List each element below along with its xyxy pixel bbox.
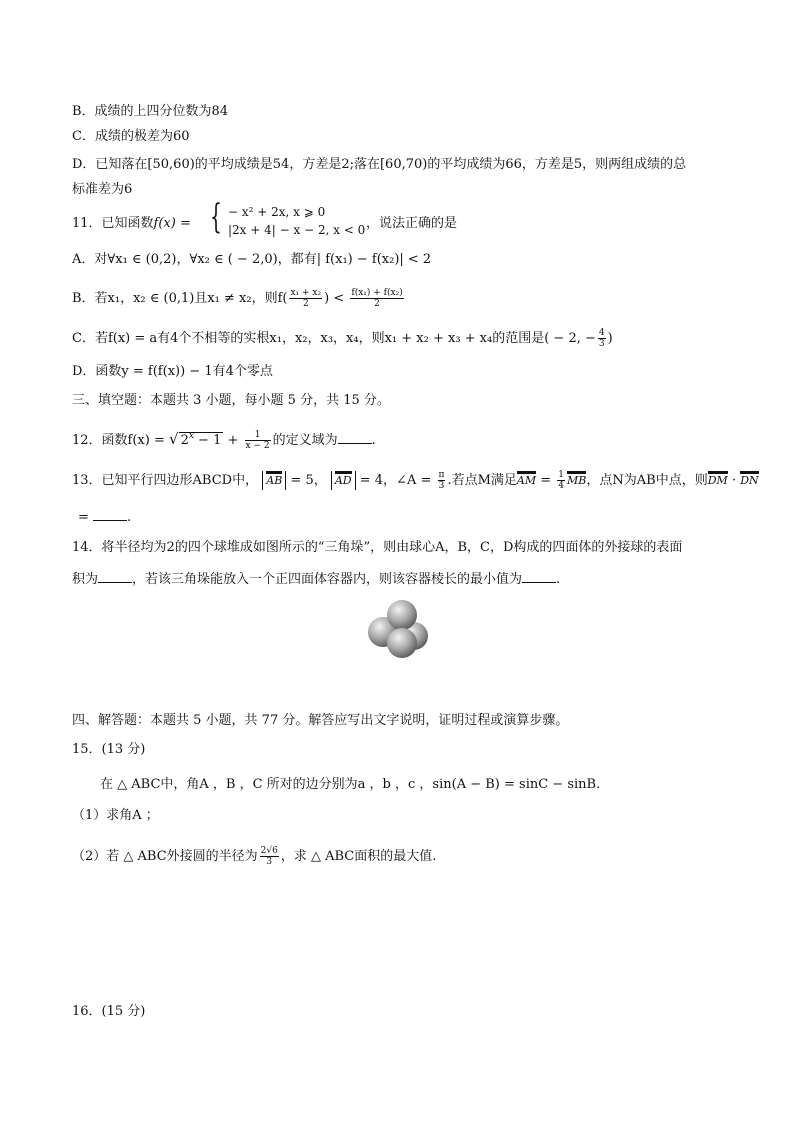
q12-suffix: 的定义域为 (272, 433, 338, 448)
sqrt-icon: √ (169, 430, 179, 448)
q13-vec-mb: MB (567, 471, 586, 487)
q15-heading: 15．(13 分) (72, 742, 146, 757)
q14-line2 (72, 570, 560, 588)
q14-line2-a: 积为 (72, 572, 99, 587)
q10-option-d-line2: 标准差为6 (72, 182, 133, 197)
q12-prefix: 12．函数f(x) = (72, 433, 165, 448)
q11-stem-prefix: 11．已知函数 (72, 216, 154, 231)
section4-heading: 四、解答题：本题共 5 小题，共 77 分。解答应写出文字说明，证明过程或演算步骤。 (72, 713, 569, 728)
q12-sqrt-exp: x (188, 431, 194, 441)
q11-fx: f(x) = (153, 216, 191, 231)
q13-vec-am: AM (517, 471, 536, 487)
q15-radius-num: 2√6 (260, 846, 278, 856)
q13-line2 (78, 508, 131, 526)
q13-answer-blank[interactable] (93, 508, 127, 521)
q12-sqrt-body: 2 (180, 433, 189, 448)
q13-quarter-den: 4 (558, 481, 565, 491)
q11-case1: − x² + 2x, x ⩾ 0 (228, 205, 326, 219)
q11-option-c-suffix: ) (607, 331, 613, 346)
q13-mid: .若点M满足 (447, 473, 517, 488)
q11-option-b-frac2-den: 2 (374, 299, 380, 309)
piecewise-brace-icon: { (210, 197, 222, 237)
q13-vec-ab: AB (266, 471, 282, 487)
q13-abs-ad (331, 471, 356, 490)
q11-option-b-prefix: B．若x₁，x₂ ∈ (0,1)且x₁ ≠ x₂，则f( (72, 291, 288, 306)
stacked-spheres-figure (362, 596, 434, 664)
q16-heading: 16．(15 分) (72, 1004, 146, 1019)
q12-sqrt (179, 432, 224, 448)
q11-option-c-frac (598, 328, 606, 349)
q11-option-d: D．函数y = f(f(x)) − 1有4个零点 (72, 364, 273, 379)
q12-sqrt-tail: − 1 (193, 433, 222, 448)
q15-part1: （1）求角A ； (72, 808, 159, 823)
q12-frac-num: 1 (245, 430, 271, 441)
q13-line2-end: . (127, 510, 132, 525)
q12-answer-blank[interactable] (338, 431, 372, 444)
q13-line2-eq: = (78, 510, 89, 525)
q12 (72, 428, 376, 451)
q13-prefix: 13．已知平行四边形ABCD中， (72, 473, 259, 488)
q11-option-b-frac2 (350, 288, 403, 309)
q15-radius-den: 3 (266, 857, 273, 867)
q13-pi-den: 3 (438, 481, 445, 491)
q11-option-c-prefix: C．若f(x) = a有4个不相等的实根x₁，x₂，x₃，x₄，则x₁ + x₂ + x₃ + x₄的范围是( − 2, − (72, 331, 596, 346)
q12-frac (245, 430, 271, 451)
q13-eq: = (540, 473, 552, 488)
q14-answer-blank-1[interactable] (98, 570, 132, 583)
q10-option-d-line1: D．已知落在[50,60)的平均成绩是54，方差是2;落在[60,70)的平均成绩为66，方差是5，则两组成绩的总 (72, 157, 687, 172)
q11-option-c-frac-num: 4 (598, 328, 605, 338)
q13-line1 (72, 470, 759, 491)
q15-part2-suffix: ，求 △ ABC面积的最大值. (280, 849, 437, 864)
q13-vec-dm: DM (708, 471, 728, 487)
q13-quarter-num: 1 (558, 470, 565, 480)
q11-option-a: A．对∀x₁ ∈ (0,2)，∀x₂ ∈ ( − 2,0)，都有| f(x₁) − f(x₂)| < 2 (72, 252, 432, 267)
q11-option-b-mid: ) < (324, 291, 345, 306)
q14-line1: 14．将半径均为2的四个球堆成如图所示的“三角垛”，则由球心A，B，C，D构成的四面体的外接球的表面 (72, 540, 683, 555)
q11-option-b-frac1-num: x₁ + x₂ (290, 288, 322, 298)
q13-pi-num: π (438, 470, 445, 480)
q15-radius-frac (260, 846, 279, 867)
q13-eq4: = 4，∠A = (359, 473, 432, 488)
q15-part2-prefix: （2）若 △ ABC外接圆的半径为 (72, 849, 258, 864)
q11-option-b-frac1 (289, 288, 322, 309)
sphere-front-icon (387, 628, 417, 658)
q13-dot: · (731, 473, 737, 488)
q13-abs-ab (262, 471, 286, 490)
q14-answer-blank-2[interactable] (522, 570, 556, 583)
q10-option-b: B．成绩的上四分位数为84 (72, 104, 229, 119)
q14-line2-end: . (556, 572, 561, 587)
q15-stem: 在 △ ABC中，角A ，B ，C 所对的边分别为a ，b ，c ，sin(A − B) = sinC − sinB. (100, 777, 601, 792)
q10-option-c: C．成绩的极差为60 (72, 129, 190, 144)
q11-option-b (72, 288, 406, 309)
q11-option-c (72, 328, 613, 349)
q13-tail: ，点N为AB中点，则 (586, 473, 708, 488)
q11-option-b-frac1-den: 2 (302, 299, 309, 309)
q13-vec-ad: AD (335, 471, 352, 487)
q11-option-c-frac-den: 3 (598, 339, 605, 349)
q13-quarter-frac (557, 470, 565, 491)
q12-plus: + (227, 433, 239, 448)
q13-pi-frac (438, 470, 446, 491)
q11-stem (72, 216, 191, 232)
q14-line2-b: ，若该三角垛能放入一个正四面体容器内，则该容器棱长的最小值为 (132, 572, 523, 587)
q11-option-b-frac2-num: f(x₁) + f(x₂) (351, 288, 403, 298)
q13-eq5: = 5， (290, 473, 327, 488)
q11-case2: |2x + 4| − x − 2, x < 0 (228, 223, 366, 237)
q12-end: . (371, 433, 376, 448)
q12-frac-den: x − 2 (245, 441, 270, 451)
q13-vec-dn: DN (740, 471, 758, 487)
sphere-top-icon (387, 600, 417, 630)
q11-stem-suffix: ，说法正确的是 (366, 216, 458, 231)
q15-part2 (72, 846, 436, 867)
section3-heading: 三、填空题：本题共 3 小题，每小题 5 分，共 15 分。 (72, 393, 390, 408)
